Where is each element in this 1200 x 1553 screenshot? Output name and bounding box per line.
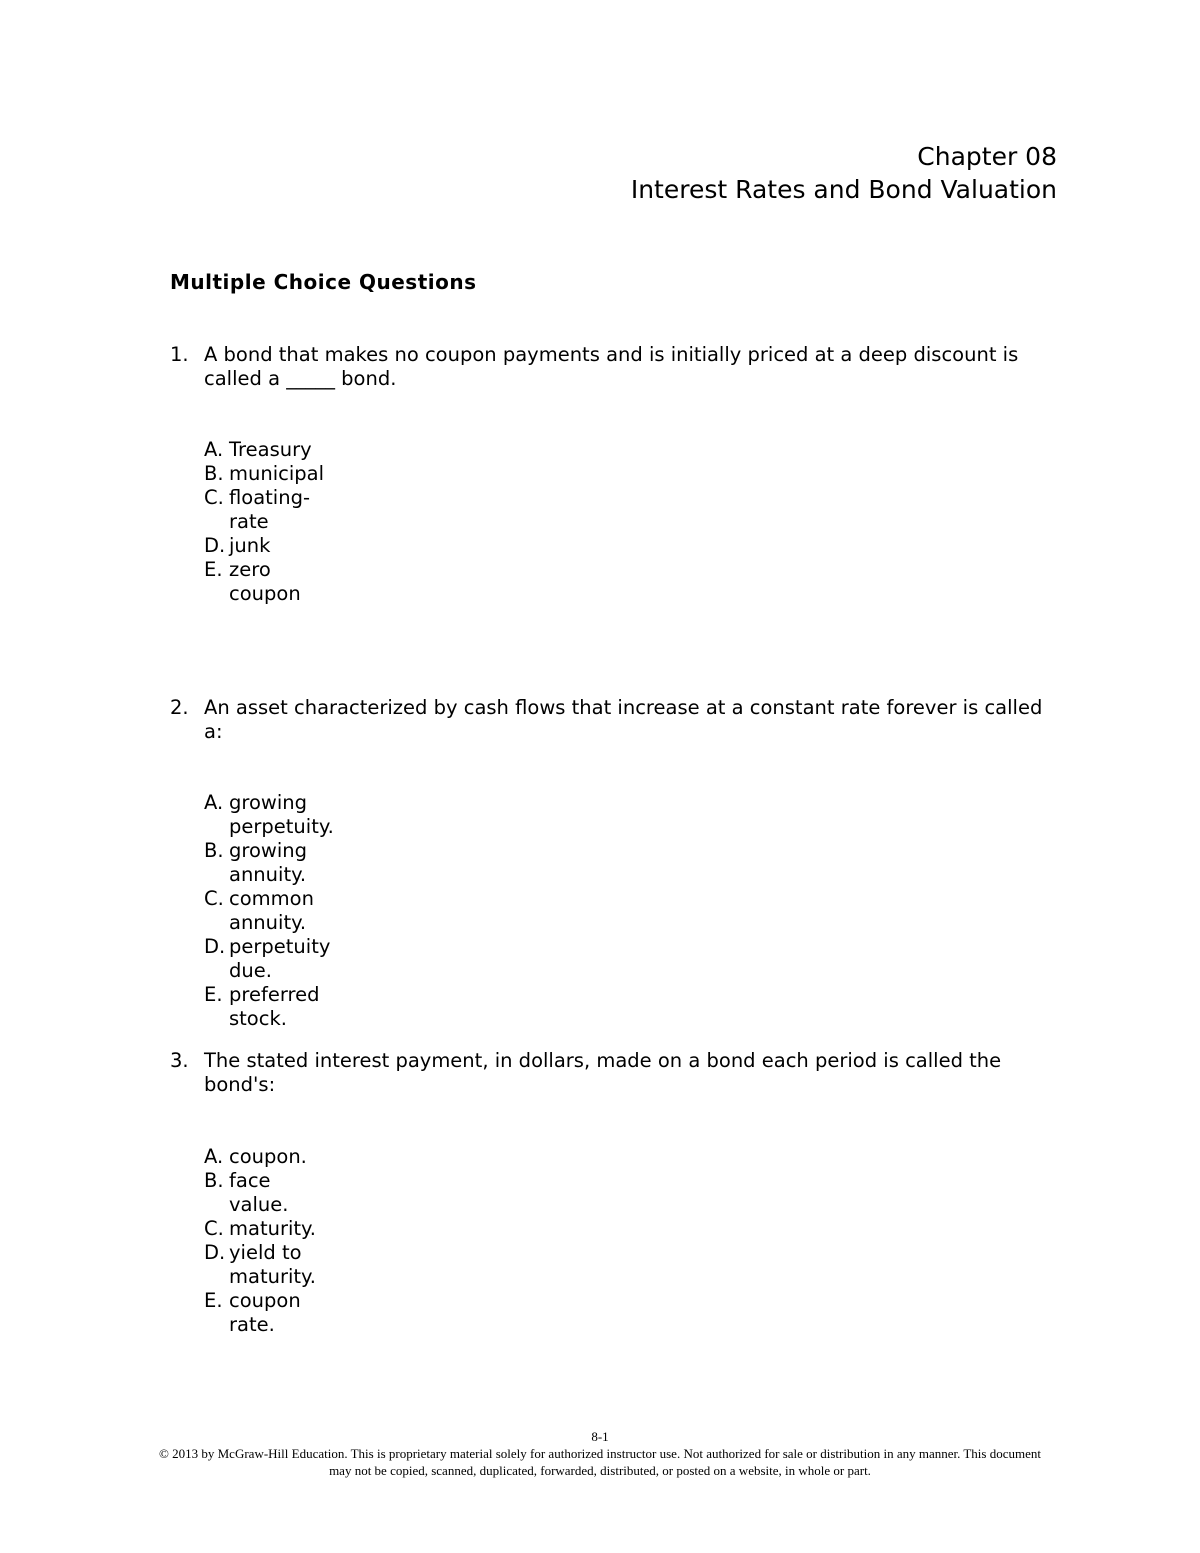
question-2 <box>170 696 1070 1030</box>
option-d <box>204 935 359 983</box>
option-text: zero coupon <box>229 558 301 605</box>
option-text: municipal <box>229 462 325 485</box>
option-e <box>204 558 339 606</box>
option-text: junk <box>229 534 271 557</box>
option-letter: B. <box>204 839 224 862</box>
question-3 <box>170 1049 1070 1336</box>
chapter-header <box>631 140 1057 206</box>
chapter-number: Chapter 08 <box>917 142 1057 171</box>
question-number: 1. <box>170 343 189 366</box>
option-letter: E. <box>204 558 223 581</box>
question-text: An asset characterized by cash flows that increase at a constant rate forever is called a: <box>204 696 1043 743</box>
option-text: common annuity. <box>229 887 314 934</box>
option-a <box>204 438 339 462</box>
page-footer <box>0 1428 1200 1479</box>
option-letter: A. <box>204 791 224 814</box>
option-c <box>204 887 359 935</box>
copyright-notice: © 2013 by McGraw-Hill Education. This is proprietary material solely for authorized instructor use. Not authorized for sale or distribution in any manner. This document may not be copied, scanned, duplicated, forwarded, distributed, or posted on a website, in whole or part. <box>159 1446 1041 1478</box>
option-b <box>204 462 339 486</box>
option-text: maturity. <box>229 1217 316 1240</box>
option-d <box>204 1241 319 1289</box>
option-letter: E. <box>204 983 223 1006</box>
option-text: growing perpetuity. <box>229 791 334 838</box>
option-letter: C. <box>204 486 224 509</box>
question-number: 3. <box>170 1049 189 1072</box>
option-b <box>204 1169 319 1217</box>
page-number: 8-1 <box>591 1429 609 1444</box>
option-letter: C. <box>204 1217 224 1240</box>
section-heading: Multiple Choice Questions <box>170 270 477 294</box>
option-text: Treasury <box>229 438 312 461</box>
option-c <box>204 1217 319 1241</box>
option-letter: B. <box>204 462 224 485</box>
option-e <box>204 1289 319 1337</box>
option-e <box>204 983 359 1031</box>
option-text: preferred stock. <box>229 983 320 1030</box>
option-d <box>204 534 339 558</box>
option-a <box>204 791 359 839</box>
option-letter: A. <box>204 1145 224 1168</box>
answer-options <box>204 438 339 606</box>
option-b <box>204 839 359 887</box>
option-text: floating-rate <box>229 486 310 533</box>
question-number: 2. <box>170 696 189 719</box>
question-1 <box>170 343 1070 605</box>
question-text: A bond that makes no coupon payments and is initially priced at a deep discount is called a _____ bond. <box>204 343 1019 390</box>
option-letter: C. <box>204 887 224 910</box>
option-c <box>204 486 339 534</box>
question-text: The stated interest payment, in dollars, made on a bond each period is called the bond's: <box>204 1049 1002 1096</box>
option-text: yield to maturity. <box>229 1241 316 1288</box>
option-text: growing annuity. <box>229 839 307 886</box>
option-text: coupon rate. <box>229 1289 301 1336</box>
option-a <box>204 1145 319 1169</box>
answer-options <box>204 791 359 1031</box>
option-letter: B. <box>204 1169 224 1192</box>
option-text: face value. <box>229 1169 289 1216</box>
option-letter: D. <box>204 1241 226 1264</box>
option-letter: D. <box>204 534 226 557</box>
option-letter: D. <box>204 935 226 958</box>
chapter-title: Interest Rates and Bond Valuation <box>630 175 1057 204</box>
option-letter: E. <box>204 1289 223 1312</box>
answer-options <box>204 1145 319 1337</box>
option-text: perpetuity due. <box>229 935 331 982</box>
option-letter: A. <box>204 438 224 461</box>
option-text: coupon. <box>229 1145 307 1168</box>
